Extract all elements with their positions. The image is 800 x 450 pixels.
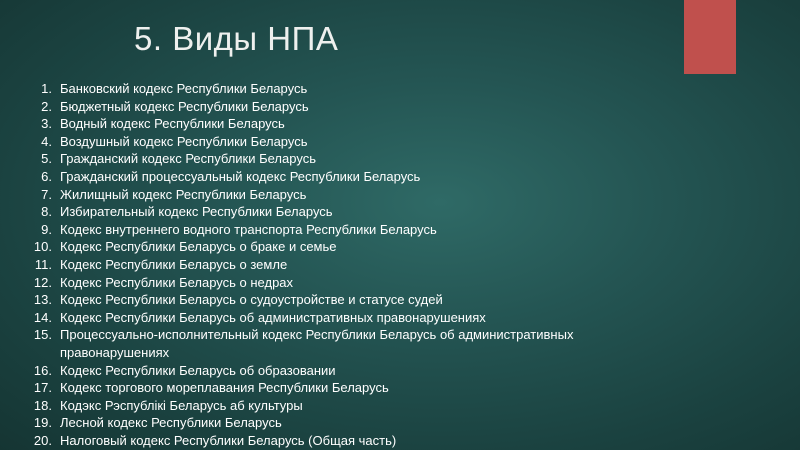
item-text: Избирательный кодекс Республики Беларусь (60, 204, 333, 220)
item-text: Кодэкс Рэспублікі Беларусь аб культуры (60, 397, 303, 413)
item-number: 9. (41, 221, 52, 237)
item-text: Банковский кодекс Республики Беларусь (60, 81, 308, 96)
list-item (0, 115, 760, 133)
accent-bar (684, 0, 736, 74)
list-item (0, 80, 760, 98)
item-number: 7. (41, 186, 52, 202)
item-text: Кодекс Республики Беларусь о судоустройстве и статусе судей (60, 292, 443, 308)
list-item (0, 256, 760, 274)
item-number: 12. (33, 274, 52, 290)
item-number: 17. (33, 380, 52, 396)
npa-list (0, 80, 760, 449)
list-item (0, 414, 760, 432)
item-number: 2. (41, 98, 52, 114)
list-item (0, 309, 760, 327)
item-text: Гражданский кодекс Республики Беларусь (60, 151, 316, 167)
item-number: 5. (41, 151, 52, 167)
item-number: 14. (33, 309, 52, 325)
item-number: 11. (34, 256, 52, 272)
item-number: 19. (33, 415, 52, 431)
item-text: Процессуально-исполнительный кодекс Республики Беларусь об административных правонарушениях (60, 327, 574, 360)
list-item (0, 362, 760, 380)
item-text: Налоговый кодекс Республики Беларусь (Общая часть) (60, 432, 397, 448)
list-item (0, 379, 760, 397)
item-text: Кодекс Республики Беларусь о земле (60, 256, 288, 272)
list-item (0, 291, 760, 309)
slide-title: 5. Виды НПА (134, 20, 339, 57)
item-text: Кодекс Республики Беларусь об образовании (60, 362, 336, 378)
item-number: 15. (33, 327, 52, 343)
list-item (0, 98, 760, 116)
item-text: Воздушный кодекс Республики Беларусь (60, 133, 308, 149)
item-text: Бюджетный кодекс Республики Беларусь (60, 98, 309, 114)
item-number: 13. (33, 292, 52, 308)
item-number: 18. (33, 397, 52, 413)
item-text: Кодекс Республики Беларусь о браке и семье (60, 239, 337, 255)
list-item (0, 326, 760, 361)
item-text: Кодекс внутреннего водного транспорта Республики Беларусь (60, 221, 437, 237)
list-item (0, 168, 760, 186)
item-text: Кодекс торгового мореплавания Республики Беларусь (60, 380, 389, 396)
list-item (0, 150, 760, 168)
item-text: Гражданский процессуальный кодекс Республики Беларусь (60, 168, 421, 184)
item-number: 10. (33, 239, 52, 255)
item-number: 1. (41, 81, 52, 96)
list-item (0, 221, 760, 239)
list-item (0, 186, 760, 204)
item-number: 6. (41, 168, 52, 184)
item-number: 16. (33, 362, 52, 378)
item-number: 8. (41, 204, 52, 220)
list-item (0, 397, 760, 415)
item-text: Водный кодекс Республики Беларусь (60, 116, 285, 132)
item-number: 20. (33, 432, 52, 448)
item-number: 3. (41, 116, 52, 132)
list-item (0, 432, 760, 450)
list-item (0, 274, 760, 292)
item-text: Кодекс Республики Беларусь о недрах (60, 274, 294, 290)
list-item (0, 133, 760, 151)
item-text: Жилищный кодекс Республики Беларусь (60, 186, 307, 202)
list-item (0, 203, 760, 221)
list-item (0, 238, 760, 256)
item-number: 4. (41, 133, 52, 149)
item-text: Лесной кодекс Республики Беларусь (60, 415, 282, 431)
item-text: Кодекс Республики Беларусь об административных правонарушениях (60, 309, 486, 325)
